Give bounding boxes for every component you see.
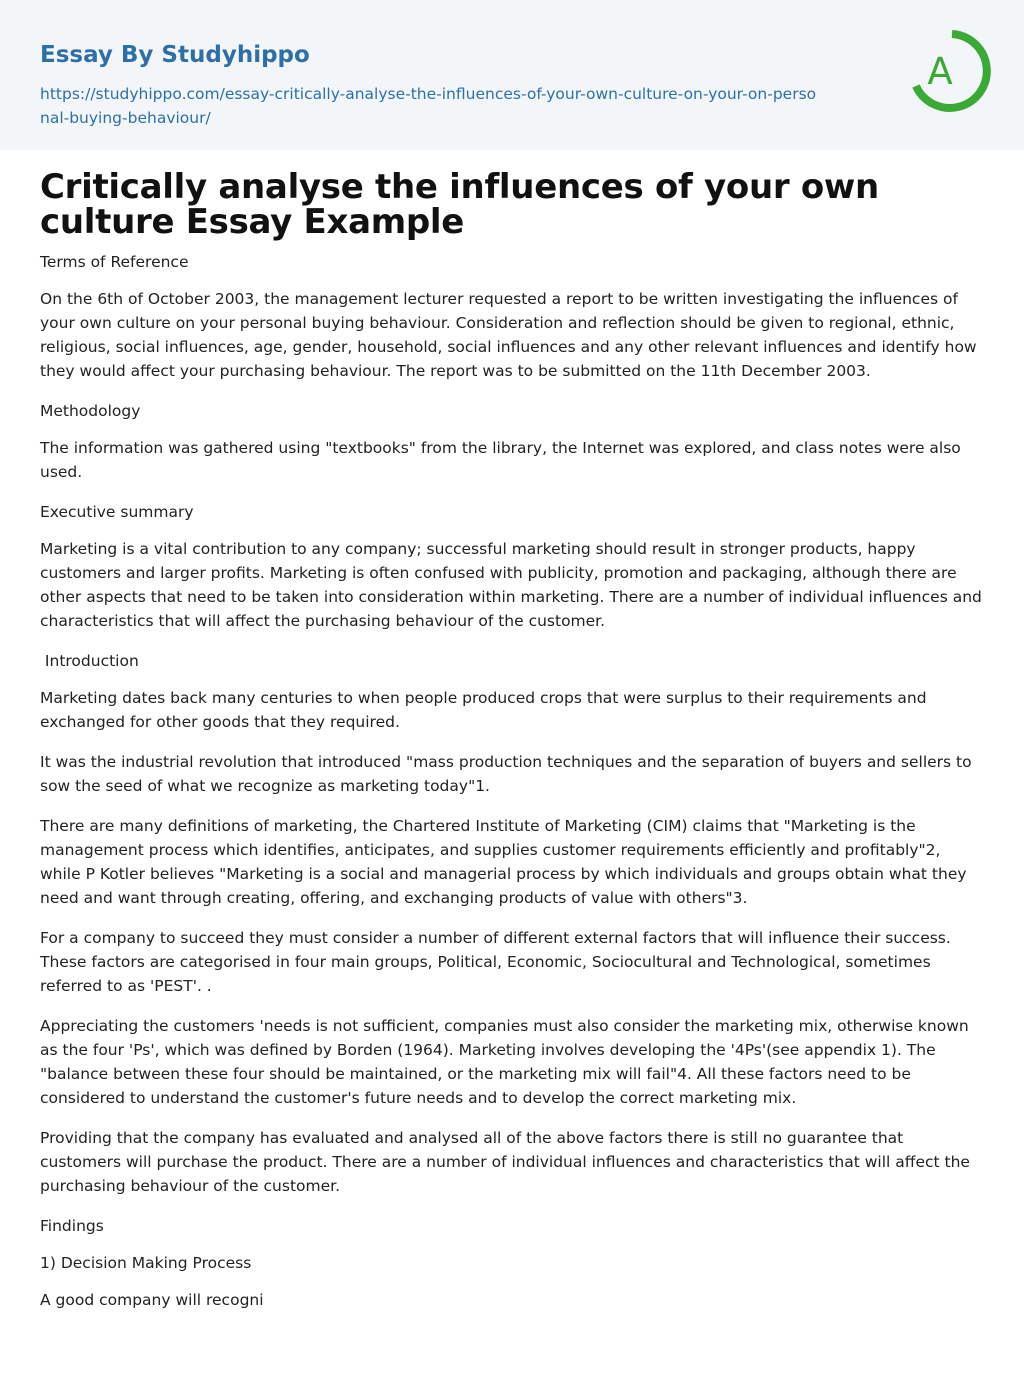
paragraph: Providing that the company has evaluated and analysed all of the above factors there is still no guarantee that customers will purchase the product. There are a number of individual influences and characteristics that will affect the purchasing behaviour of the customer. [40,1129,970,1195]
heading-methodology: Methodology [40,402,141,420]
paragraph: On the 6th of October 2003, the management lecturer requested a report to be written investigating the influences of your own culture on your personal buying behaviour. Consideration and reflection should be given to regional, ethnic, religious, social influences, age, gender, household, social influences and any other relevant influences and identify how they would affect your purchasing behaviour. The report was to be submitted on the 11th December 2003. [40,290,977,380]
heading-decision-making-process: 1) Decision Making Process [40,1254,252,1272]
paragraph: For a company to succeed they must consider a number of different external factors that will influence their success. These factors are categorised in four main groups, Political, Economic, Sociocultural and Technological, sometimes referred to as 'PEST'. . [40,929,951,995]
heading-terms-of-reference: Terms of Reference [40,253,189,271]
paragraph: It was the industrial revolution that introduced "mass production techniques and the separation of buyers and sellers to sow the seed of what we recognize as marketing today"1. [40,753,972,795]
source-url-link[interactable]: https://studyhippo.com/essay-critically-analyse-the-influences-of-your-own-culture-on-your-on-personal-buying-behaviour/ [40,85,817,127]
paragraph: Appreciating the customers 'needs is not sufficient, companies must also consider the marketing mix, otherwise known as the four 'Ps', which was defined by Borden (1964). Marketing involves developing the '4Ps'(see appendix 1). The "balance between these four should be maintained, or the marketing mix will fail"4. All these factors need to be considered to understand the customer's future needs and to develop the correct marketing mix. [40,1017,969,1107]
paragraph-truncated: A good company will recogni [40,1291,264,1309]
paragraph: The information was gathered using "textbooks" from the library, the Internet was explored, and class notes were also used. [40,439,961,481]
studyhippo-logo-icon[interactable] [905,28,991,116]
heading-findings: Findings [40,1217,104,1235]
paragraph: There are many definitions of marketing, the Chartered Institute of Marketing (CIM) claims that "Marketing is the management process which identifies, anticipates, and supplies customer requirements efficiently and profitably"2, while P Kotler believes "Marketing is a social and managerial process by which individuals and groups obtain what they need and want through creating, offering, and exchanging products of value with others"3. [40,817,967,907]
paragraph: Marketing dates back many centuries to when people produced crops that were surplus to their requirements and exchanged for other goods that they required. [40,689,927,731]
article-title: Critically analyse the influences of your own culture Essay Example [40,167,879,242]
heading-introduction: Introduction [40,652,139,670]
site-header [0,0,1024,150]
article [40,167,986,1328]
heading-executive-summary: Executive summary [40,503,194,521]
site-title[interactable]: Essay By Studyhippo [40,42,310,68]
paragraph: Marketing is a vital contribution to any company; successful marketing should result in stronger products, happy customers and larger profits. Marketing is often confused with publicity, promotion and packaging, although there are other aspects that need to be taken into consideration within marketing. There are a number of individual influences and characteristics that will affect the purchasing behaviour of the customer. [40,540,982,630]
logo-letter: A [927,50,953,93]
